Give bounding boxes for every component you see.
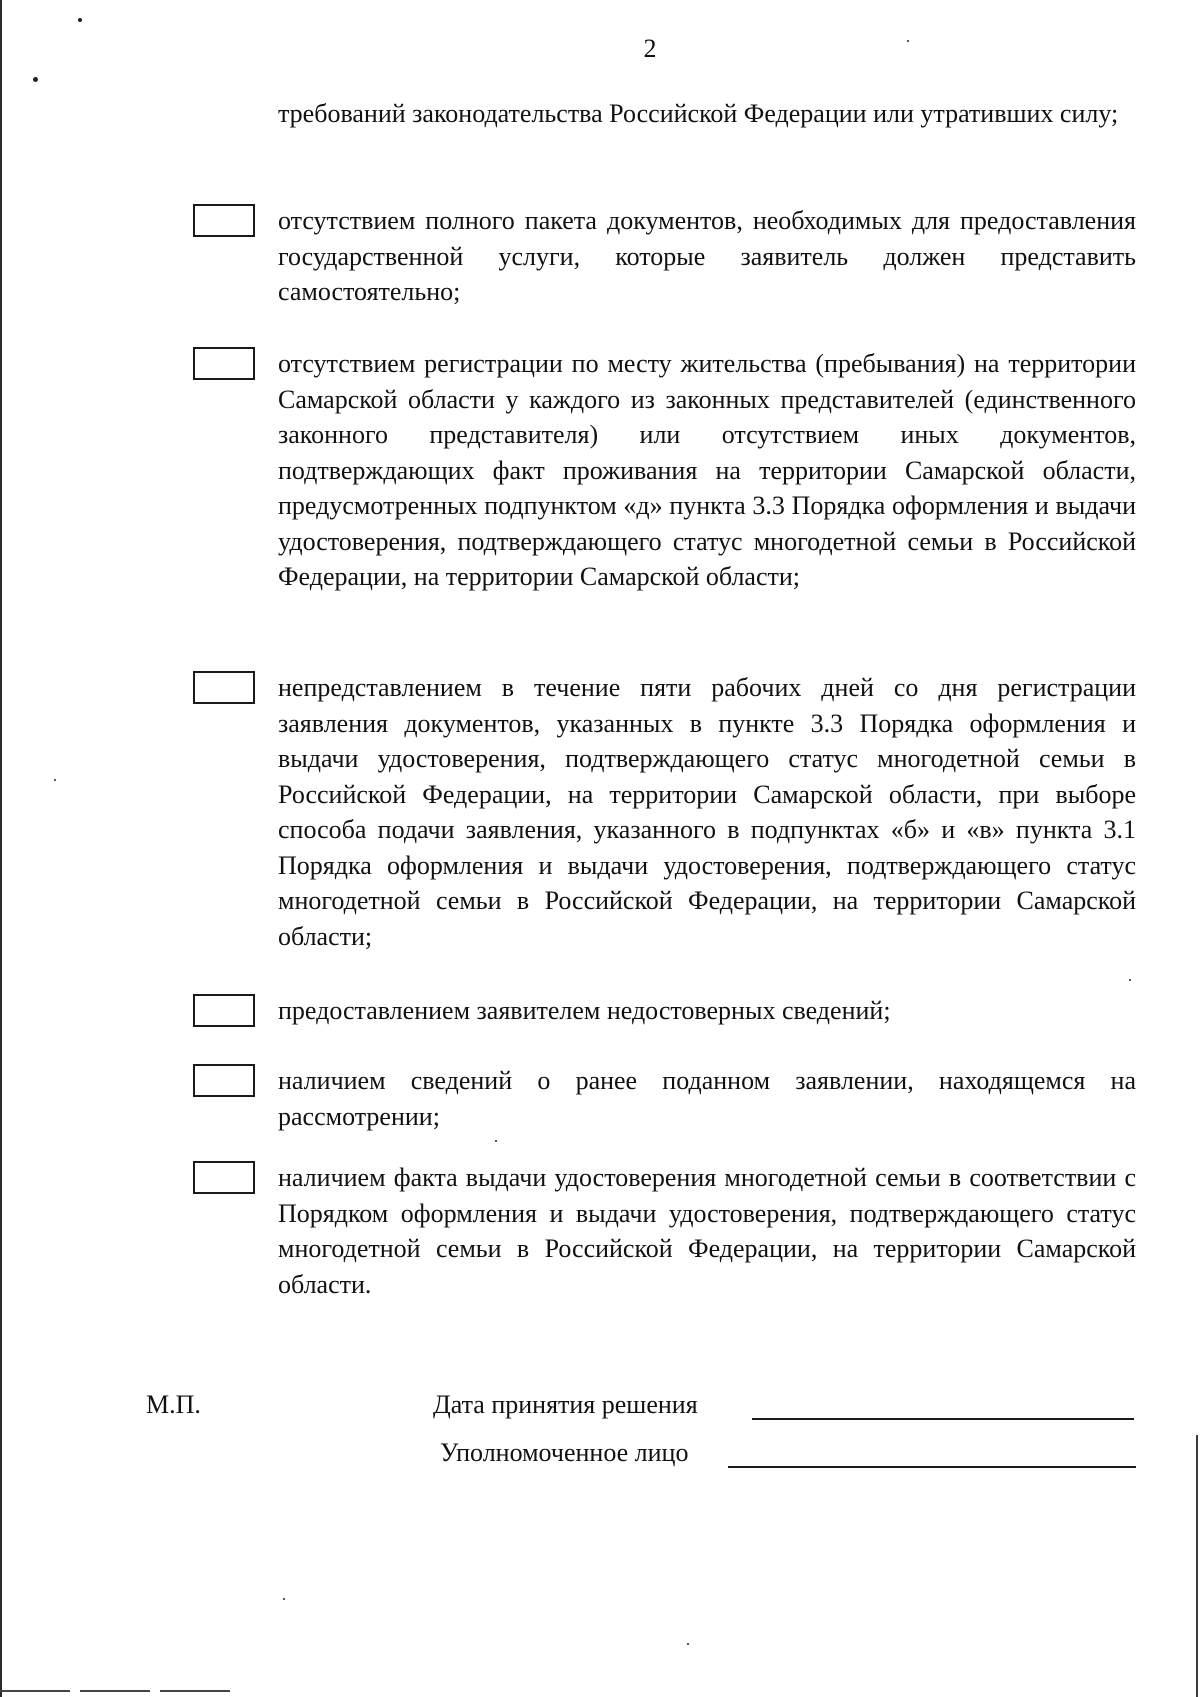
scan-speck: [687, 1643, 689, 1645]
scan-bottom-border: [0, 1690, 230, 1692]
scan-speck: [78, 18, 82, 22]
reason-text-already-issued: наличием факта выдачи удостоверения многодетной семьи в соответствии с Порядком оформления и выдачи удостоверения, подтверждающего статус многодетной семьи в Российской Федерации, на территории Самарской области.: [278, 1163, 1136, 1299]
reason-checkbox-no-registration[interactable]: [193, 347, 255, 380]
intro-paragraph: требований законодательства Российской Федерации или утративших силу;: [278, 99, 1119, 128]
scan-right-border: [1196, 1435, 1198, 1697]
scan-speck: [33, 77, 38, 82]
scan-left-border: [0, 0, 2, 1697]
reason-checkbox-already-issued[interactable]: [193, 1161, 255, 1194]
scan-speck: [54, 779, 56, 781]
reason-checkbox-incomplete-documents[interactable]: [193, 204, 255, 237]
reason-text-incomplete-documents: отсутствием полного пакета документов, необходимых для предоставления государственной услуги, которые заявитель должен представить самостоятельно;: [278, 206, 1136, 306]
decision-date-label: Дата принятия решения: [433, 1390, 698, 1419]
page-number: 2: [643, 34, 657, 63]
stamp-place-label: М.П.: [146, 1390, 201, 1419]
reason-checkbox-pending-application[interactable]: [193, 1064, 255, 1097]
scan-speck: [1129, 979, 1131, 981]
reason-text-documents-not-submitted: непредставлением в течение пяти рабочих дней со дня регистрации заявления документов, указанных в пункте 3.3 Порядка оформления и выдачи удостоверения, подтверждающего статус многодетной семьи в Российской Федерации, на территории Самарской области, при выборе способа подачи заявления, указанного в подпунктах «б» и «в» пункта 3.1 Порядка оформления и выдачи удостоверения, подтверждающего статус многодетной семьи в Российской Федерации, на территории Самарской области;: [278, 673, 1136, 951]
scan-speck: [495, 1140, 497, 1142]
reason-checkbox-documents-not-submitted[interactable]: [193, 671, 255, 704]
authorized-person-field[interactable]: [728, 1466, 1136, 1468]
reason-text-no-registration: отсутствием регистрации по месту жительства (пребывания) на территории Самарской области у каждого из законных представителей (единственного законного представителя) или отсутствием иных документов, подтверждающих факт проживания на территории Самарской области, предусмотренных подпунктом «д» пункта 3.3 Порядка оформления и выдачи удостоверения, подтверждающего статус многодетной семьи в Российской Федерации, на территории Самарской области;: [278, 349, 1136, 591]
decision-date-field[interactable]: [752, 1418, 1134, 1420]
authorized-person-label: Уполномоченное лицо: [440, 1438, 689, 1467]
scan-speck: [283, 1598, 285, 1600]
reason-text-false-information: предоставлением заявителем недостоверных сведений;: [278, 996, 891, 1025]
reason-checkbox-false-information[interactable]: [193, 994, 255, 1027]
reason-text-pending-application: наличием сведений о ранее поданном заявлении, находящемся на рассмотрении;: [278, 1066, 1136, 1131]
